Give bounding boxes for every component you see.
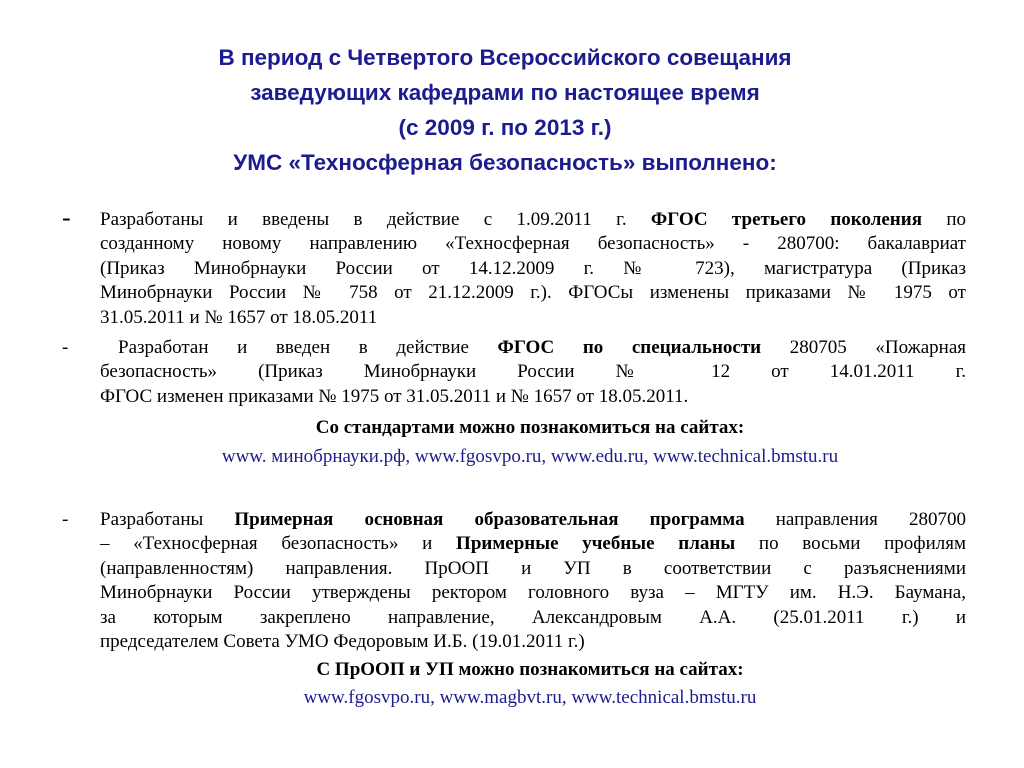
list-item-text xyxy=(100,508,966,654)
list-item-text xyxy=(100,208,966,330)
emphasis-model-program: Примерная основная образовательная программа xyxy=(234,509,745,530)
text-line: 31.05.2011 и № 1657 от 18.05.2011 xyxy=(100,306,378,328)
text-line: (Приказ Минобрнауки России от 14.12.2009 г. № 723), магистратура (Приказ xyxy=(100,257,966,279)
list-marker: - xyxy=(62,509,69,530)
proop-links[interactable]: www.fgosvpo.ru, www.magbvt.ru, www.technical.bmstu.ru xyxy=(303,687,757,708)
title-line-1: В период с Четвертого Всероссийского совещания xyxy=(218,45,792,70)
text-line xyxy=(100,208,966,232)
title-line-3: (с 2009 г. по 2013 г.) xyxy=(398,115,612,140)
text-run: направления 280700 xyxy=(744,509,966,530)
text-line: Минобрнауки России № 758 от 21.12.2009 г.). ФГОСы изменены приказами № 1975 от xyxy=(100,282,966,304)
text-run: по xyxy=(921,209,966,230)
emphasis-fgos-specialty: ФГОС по специальности xyxy=(497,337,762,358)
list-marker: - xyxy=(62,203,71,232)
text-line: созданному новому направлению «Техносферная безопасность» - 280700: бакалавриат xyxy=(100,233,966,255)
text-line xyxy=(100,336,966,360)
title-line-2: заведующих кафедрами по настоящее время xyxy=(250,80,760,105)
text-line: (направленностям) направления. ПрООП и УП в соответствии с разъяснениями xyxy=(100,557,966,579)
text-line xyxy=(100,532,966,556)
text-run: по восьми профилям xyxy=(735,533,966,555)
emphasis-fgos-third-generation: ФГОС третьего поколения xyxy=(650,209,922,230)
emphasis-model-curricula: Примерные учебные планы xyxy=(456,533,736,555)
list-marker: - xyxy=(62,337,69,358)
text-run: Разработаны и введены в действие с 1.09.2011 г. xyxy=(100,209,651,230)
text-run: – «Техносферная безопасность» и xyxy=(100,533,457,555)
standards-links[interactable]: www. минобрнауки.рф, www.fgosvpo.ru, www.edu.ru, www.technical.bmstu.ru xyxy=(221,446,839,467)
text-line: безопасность» (Приказ Минобрнауки России № 12 от 14.01.2011 г. xyxy=(100,361,966,383)
list-item-text xyxy=(100,336,966,409)
text-run: 280705 «Пожарная xyxy=(761,337,966,358)
text-line: председателем Совета УМО Федоровым И.Б. (19.01.2011 г.) xyxy=(100,631,585,653)
text-line: Минобрнауки России утверждены ректором головного вуза – МГТУ им. Н.Э. Баумана, xyxy=(100,582,966,604)
text-run: Разработан и введен в действие xyxy=(118,337,498,358)
text-line: ФГОС изменен приказами № 1975 от 31.05.2011 и № 1657 от 18.05.2011. xyxy=(100,385,689,407)
proop-heading: С ПрООП и УП можно познакомиться на сайтах: xyxy=(316,659,744,680)
text-line xyxy=(100,508,966,532)
text-line: за которым закреплено направление, Александровым А.А. (25.01.2011 г.) и xyxy=(100,606,966,628)
slide-title xyxy=(100,40,910,180)
text-run: Разработаны xyxy=(100,509,235,530)
standards-heading: Со стандартами можно познакомиться на сайтах: xyxy=(315,417,745,438)
title-line-4: УМС «Техносферная безопасность» выполнено: xyxy=(233,150,777,175)
